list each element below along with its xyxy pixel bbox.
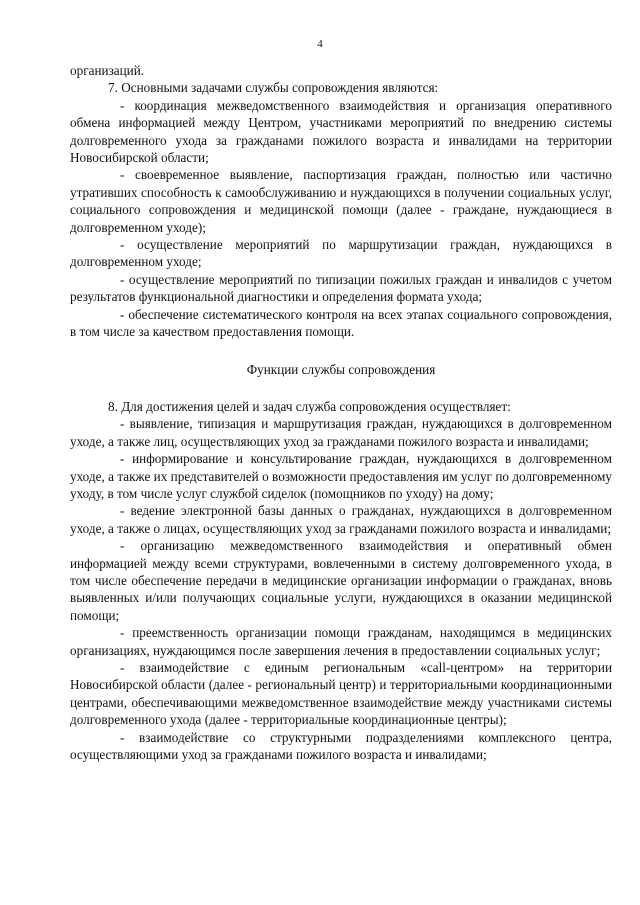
task-item: - своевременное выявление, паспортизация граждан, полностью или частично утративших способность к самообслуживанию и нуждающихся в получении социальных услуг, социального сопровождения и медицинской помощи (далее - граждане, нуждающиеся в долговременном уходе); <box>70 167 612 235</box>
page-number: 4 <box>317 38 323 50</box>
function-item: - взаимодействие с единым региональным «call-центром» на территории Новосибирской области (далее - региональный центр) и территориальными координационными центрами, обеспечивающими межведомственное взаимодействие между участниками системы долговременного ухода (далее - территориальные координационные центры); <box>70 660 612 728</box>
task-item: - осуществление мероприятий по типизации пожилых граждан и инвалидов с учетом результатов функциональной диагностики и определения формата ухода; <box>70 271 612 305</box>
function-item: - взаимодействие со структурными подразделениями комплексного центра, осуществляющими уход за гражданами пожилого возраста и инвалидами; <box>70 729 612 763</box>
clause-7-intro: 7. Основными задачами службы сопровождения являются: <box>108 80 439 96</box>
function-item: - информирование и консультирование граждан, нуждающихся в долговременном уходе, а также их представителей о возможности предоставления им услуг по долговременному уходу, в том числе услуг службой сиделок (помощников по уходу) на дому; <box>70 451 612 501</box>
section-heading: Функции службы сопровождения <box>246 361 436 377</box>
function-item: - ведение электронной базы данных о гражданах, нуждающихся в долговременном уходе, а также о лицах, осуществляющих уход за гражданами пожилого возраста и инвалидами; <box>70 503 612 536</box>
task-item: - координация межведомственного взаимодействия и организация оперативного обмена информацией между Центром, участниками мероприятий по внедрению системы долговременного ухода за гражданами пожилого возраста и инвалидами на территории Новосибирской области; <box>70 97 612 166</box>
paragraph-carryover: организаций. <box>70 63 145 78</box>
function-item: - организацию межведомственного взаимодействия и оперативный обмен информацией между всеми структурами, вовлеченными в систему долговременного ухода, в том числе обеспечение передачи в медицинские организации информации о гражданах, вновь выявленных и/или получающих социальные услуги, нуждающихся в оказании медицинской помощи; <box>70 538 612 623</box>
task-item: - осуществление мероприятий по маршрутизации граждан, нуждающихся в долговременном уходе; <box>70 237 612 270</box>
function-item: - выявление, типизация и маршрутизация граждан, нуждающихся в долговременном уходе, а также лиц, осуществляющих уход за гражданами пожилого возраста и инвалидами; <box>70 416 612 449</box>
task-item: - обеспечение систематического контроля на всех этапах социального сопровождения, в том числе за качеством предоставления помощи. <box>70 306 612 340</box>
function-item: - преемственность организации помощи гражданам, находящимся в медицинских организациях, нуждающимся после завершения лечения в предоставлении социальных услуг; <box>70 625 612 658</box>
document-body <box>70 62 612 763</box>
clause-8-intro: 8. Для достижения целей и задач служба сопровождения осуществляет: <box>108 398 511 414</box>
